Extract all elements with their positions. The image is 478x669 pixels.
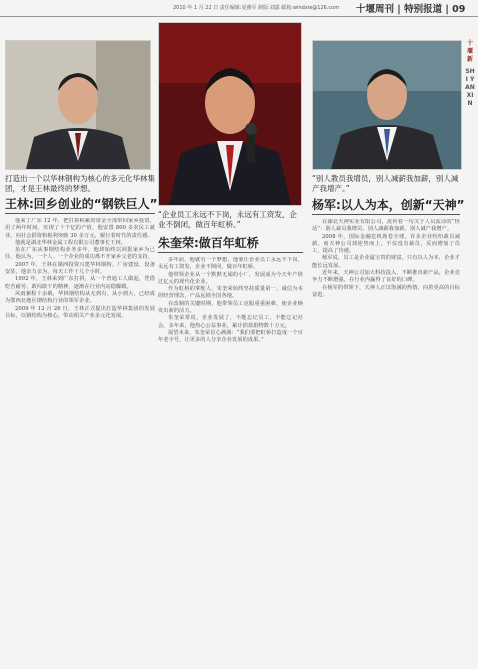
divider bbox=[5, 213, 155, 214]
portrait-zhu-kuirong-image bbox=[159, 23, 301, 205]
side-label bbox=[465, 40, 475, 108]
paragraph: 2009 年 12 月 26 日，王林正式提出打造华林集团的发展目标，以钢结构为核心，带动相关产业多元化发展。 bbox=[5, 305, 155, 319]
caption-zhu-kuirong: “企业员工永远不下岗，永远有工资发，企业不倒闭，做百年虹桥。” bbox=[158, 210, 297, 229]
caption-yang-jun: “别人教员我增员，别人减薪我加薪，别人减产我增产。” bbox=[312, 174, 459, 193]
paragraph: 在杨军的带领下，天神人正以饱满的热情，向着更高的目标奋进。 bbox=[312, 284, 460, 298]
divider bbox=[312, 214, 460, 215]
paragraph: 近年来，天神公司加大科技投入，不断推出新产品，企业竞争力不断增强，在行业内赢得了良好的口碑。 bbox=[312, 270, 460, 284]
paragraph: 杨军说，员工是企业最宝贵的财富，只有以人为本，企业才能长远发展。 bbox=[312, 255, 460, 269]
paragraph: 2008 年，国际金融危机席卷全球，许多企业纷纷裁员减薪，而天神公司却逆势而上，不仅没有裁员，反而增加了员工，提高了待遇。 bbox=[312, 233, 460, 255]
paragraph: 在改制的关键时期，他带领员工克服重重困难，使企业焕发出新的活力。 bbox=[158, 300, 303, 315]
headline-zhu-kuirong: 朱奎荣:做百年虹桥 bbox=[158, 236, 259, 250]
portrait-yang-jun-image bbox=[313, 41, 461, 169]
paragraph: 朱奎荣常说，企业发展了，不能忘记员工，不能忘记社会。多年来，他热心公益事业，累计捐款捐物数十万元。 bbox=[158, 315, 303, 329]
headline-yang-jun: 杨军:以人为本，创新“天神” bbox=[312, 198, 465, 212]
paragraph: 多年前，他就有一个梦想，他要让企业员工永远不下岗，永远有工资发，企业不倒闭，做百年虹桥。 bbox=[158, 257, 303, 271]
side-label-pinyin: SHI YAN XIN bbox=[465, 68, 475, 107]
paragraph: 1992 年，王林来到广东打拼，从一个普通工人做起，凭借吃苦耐劳、敢闯敢干的精神，逐渐在行业内站稳脚跟。 bbox=[5, 276, 155, 290]
paragraph: 在湖北天神实业有限公司，流传着一句关于人员流动的“怪话”：别人裁员我增员，别人减薪我加薪，别人减产我增产。 bbox=[312, 219, 460, 233]
paragraph: 2007 年，王林在郧西投资兴建华林钢构。厂房建设、设备安装，他亲力亲为，每天工作十几个小时。 bbox=[5, 261, 155, 276]
portrait-photo-yang-jun bbox=[312, 40, 462, 170]
paragraph: 他来了广东 12 年，把打拼积累的资金全部带回家乡投资，用了两年时间，实现了十个亿的产值，他安置 800 多农民工就业，向社会捐资和税利突破 30 多万元，履行着时代的责任感。 bbox=[5, 218, 155, 239]
header-title: 十堰周刊 | 特别报道 | 09 bbox=[356, 4, 466, 15]
headline-wang-lin: 王林:回乡创业的“钢铁巨人” bbox=[5, 197, 158, 211]
paragraph: 展望未来，朱奎荣信心满满：“我们要把虹桥打造成一个百年老字号，让更多的人分享企业发展的成果。” bbox=[158, 329, 303, 344]
body-column-zhu-kuirong bbox=[158, 257, 303, 664]
paragraph: 他带领企业从一个默默无闻的小厂，发展成为今天年产值过亿元的现代化企业。 bbox=[158, 271, 303, 285]
portrait-photo-zhu-kuirong bbox=[158, 22, 302, 206]
page-header bbox=[0, 0, 478, 17]
portrait-wang-lin-image bbox=[6, 41, 150, 169]
caption-wang-lin: 打造出一个以华林钢构为核心的多元化华林集团，才是王林最终的梦想。 bbox=[5, 174, 155, 193]
body-column-yang-jun bbox=[312, 219, 460, 664]
header-info: 2010 年 1 月 22 日 责任编辑:夏雅军 制版:刘露 邮箱:windxie@126.com bbox=[173, 5, 340, 11]
paragraph: 他就是湖北华林金属工程有限公司董事长王林。 bbox=[15, 239, 127, 246]
paragraph: 虽在广东从事钢结构业务多年，他却始终以回报家乡为己任。他认为，一个人、一个企业的成功离不开家乡父老的支持。 bbox=[5, 247, 155, 261]
body-column-wang-lin bbox=[5, 218, 155, 664]
side-label-cn: 十堰新 bbox=[466, 40, 473, 63]
paragraph: 风雨兼程十余载，华林钢结构从无到有、从小到大，已经成为鄂西北地区钢结构行业的领军企业。 bbox=[5, 290, 155, 305]
paragraph: 作为虹桥的掌舵人，朱奎荣始终坚持质量第一、诚信为本的经营理念，产品远销全国各地。 bbox=[158, 286, 303, 300]
portrait-photo-wang-lin bbox=[5, 40, 151, 170]
divider bbox=[158, 252, 303, 253]
